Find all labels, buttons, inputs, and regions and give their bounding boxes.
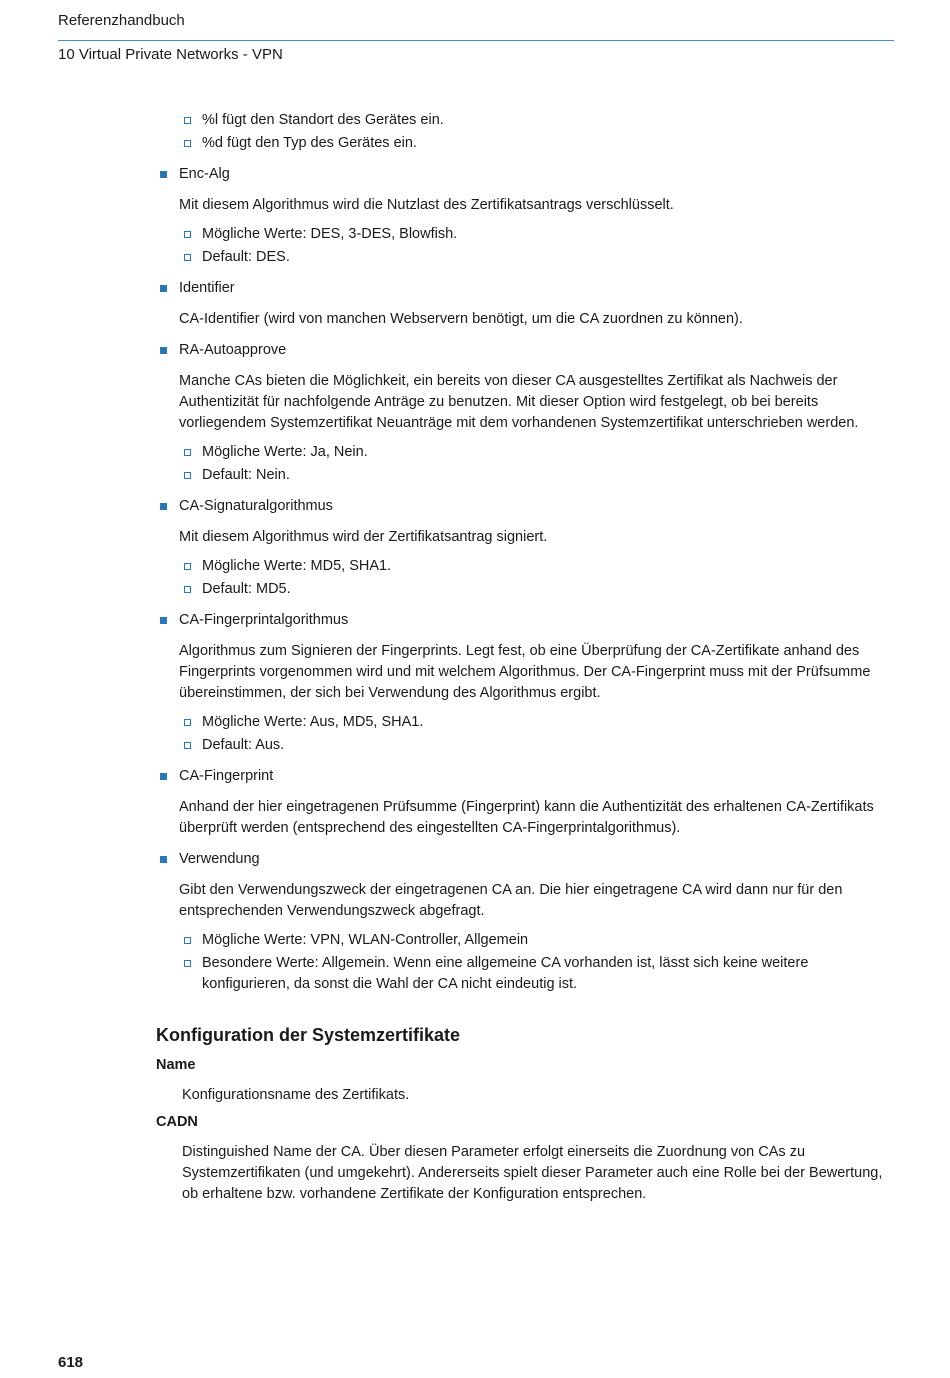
parameter-name: CA-Signaturalgorithmus	[156, 496, 894, 517]
parameter-name: Enc-Alg	[156, 164, 894, 185]
page-number: 618	[58, 1354, 84, 1371]
list-subitem: Mögliche Werte: Aus, MD5, SHA1.	[156, 712, 894, 733]
parameter-name: CA-Fingerprintalgorithmus	[156, 610, 894, 631]
parameter-description: Anhand der hier eingetragenen Prüfsumme (Fingerprint) kann die Authentizität des erhaltenen CA-Zertifikats überprüft werden (entsprechend des eingestellten CA-Fingerprintalgorithmus).	[179, 799, 874, 836]
chapter-title: 10 Virtual Private Networks - VPN	[58, 46, 283, 63]
list-subitem: Default: Nein.	[156, 465, 894, 486]
header-rule	[58, 40, 894, 41]
list-subitem: Default: MD5.	[156, 579, 894, 600]
list-subitem: %d fügt den Typ des Gerätes ein.	[156, 133, 894, 154]
parameter-ra-autoapprove	[156, 340, 894, 486]
page-header	[58, 10, 894, 66]
parameter-identifier	[156, 278, 894, 330]
page-content	[156, 108, 894, 1211]
parameter-name: RA-Autoapprove	[156, 340, 894, 361]
list-subitem: Mögliche Werte: DES, 3-DES, Blowfish.	[156, 224, 894, 245]
parameter-ca-fingerprintalgorithmus	[156, 610, 894, 756]
parameter-enc-alg	[156, 164, 894, 268]
parameter-verwendung	[156, 849, 894, 995]
list-subitem: Default: DES.	[156, 247, 894, 268]
definition-term: CADN	[156, 1114, 198, 1130]
parameter-description: Mit diesem Algorithmus wird die Nutzlast des Zertifikatsantrags verschlüsselt.	[179, 197, 674, 213]
parameter-description: Manche CAs bieten die Möglichkeit, ein bereits von dieser CA ausgestelltes Zertifikat als Nachweis der Authentizität für nachfolgende Anträge zu benutzen. Mit dieser Option wird festgelegt, ob bei bereits vorliegendem Systemzertifikat Neuanträge mit dem vorhandenen Systemzertifikat unterschrieben werden.	[179, 373, 859, 431]
parameter-name: Verwendung	[156, 849, 894, 870]
parameter-description: CA-Identifier (wird von manchen Webservern benötigt, um die CA zuordnen zu können).	[179, 311, 743, 327]
list-subitem: Default: Aus.	[156, 735, 894, 756]
list-subitem: Mögliche Werte: MD5, SHA1.	[156, 556, 894, 577]
parameter-name: Identifier	[156, 278, 894, 299]
definition-description: Distinguished Name der CA. Über diesen Parameter erfolgt einerseits die Zuordnung von CAs zu Systemzertifikaten (und umgekehrt). Andererseits spielt dieser Parameter auch eine Rolle bei der Bewertung, ob erhaltene bzw. vorhandene Zertifikate der Konfiguration entsprechen.	[182, 1144, 883, 1202]
parameter-description: Algorithmus zum Signieren der Fingerprints. Legt fest, ob eine Überprüfung der CA-Zertifikate anhand des Fingerprints vorgenommen wird und mit welchem Algorithmus. Der CA-Fingerprint muss mit der Prüfsumme übereinstimmen, der sich bei Verwendung des Algorithmus ergibt.	[179, 643, 871, 701]
section-title: Konfiguration der Systemzertifikate	[156, 1025, 461, 1045]
list-subitem: Mögliche Werte: VPN, WLAN-Controller, Allgemein	[156, 930, 894, 951]
parameter-ca-fingerprint	[156, 766, 894, 839]
definition-term: Name	[156, 1057, 196, 1073]
parameter-description: Mit diesem Algorithmus wird der Zertifikatsantrag signiert.	[179, 529, 548, 545]
list-subitem: Besondere Werte: Allgemein. Wenn eine allgemeine CA vorhanden ist, lässt sich keine weitere konfigurieren, da sonst die Wahl der CA nicht eindeutig ist.	[156, 953, 894, 995]
definition-description: Konfigurationsname des Zertifikats.	[182, 1087, 410, 1103]
parameter-description: Gibt den Verwendungszweck der eingetragenen CA an. Die hier eingetragene CA wird dann nur für den entsprechenden Verwendungszweck abgefragt.	[179, 882, 843, 919]
parameter-name: CA-Fingerprint	[156, 766, 894, 787]
list-subitem: %l fügt den Standort des Gerätes ein.	[156, 110, 894, 131]
book-title: Referenzhandbuch	[58, 12, 185, 29]
list-subitem: Mögliche Werte: Ja, Nein.	[156, 442, 894, 463]
parameter-ca-signaturalgorithmus	[156, 496, 894, 600]
